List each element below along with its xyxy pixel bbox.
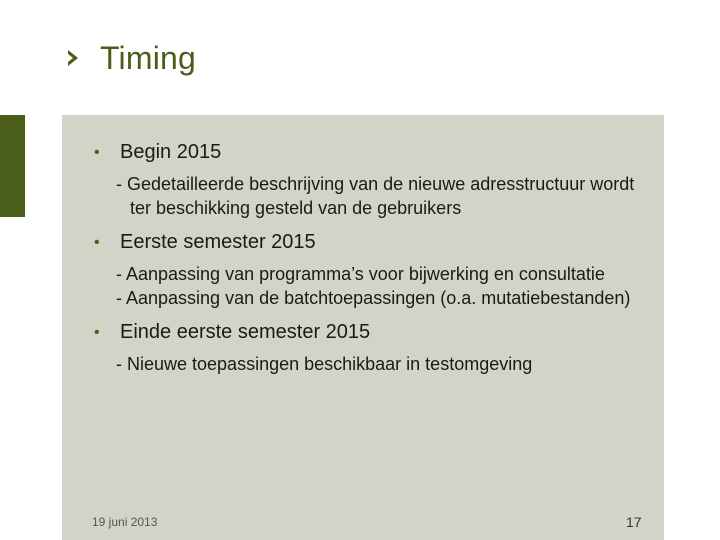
sub-item: - Nieuwe toepassingen beschikbaar in testomgeving <box>116 354 533 374</box>
bullet-label: Begin 2015 <box>120 141 222 163</box>
sub-item: - Aanpassing van de batchtoepassingen (o.a. mutatiebestanden) <box>116 288 631 308</box>
sub-item: - Aanpassing van programma’s voor bijwerking en consultatie <box>116 264 605 284</box>
bullet-group <box>94 140 654 220</box>
bullet-label: Einde eerste semester 2015 <box>120 321 371 343</box>
arrow-icon <box>68 50 78 66</box>
bullet-item <box>94 320 654 346</box>
bullet-item <box>94 140 654 166</box>
bullet-dot-icon: • <box>94 234 100 251</box>
title-row <box>68 38 196 78</box>
slide-title: Timing <box>100 39 197 76</box>
sub-item: - Gedetailleerde beschrijving van de nieuwe adresstructuur wordt ter beschikking gesteld van de gebruikers <box>116 174 635 218</box>
bullet-group <box>94 320 654 376</box>
bullet-group <box>94 230 654 310</box>
page-number: 17 <box>626 514 642 530</box>
bullet-item <box>94 230 654 256</box>
footer-date: 19 juni 2013 <box>92 515 158 529</box>
bullet-dot-icon: • <box>94 144 100 161</box>
bullet-label: Eerste semester 2015 <box>120 231 316 253</box>
bullet-dot-icon: • <box>94 324 100 341</box>
bullet-list <box>94 140 654 386</box>
accent-bar <box>0 115 25 217</box>
